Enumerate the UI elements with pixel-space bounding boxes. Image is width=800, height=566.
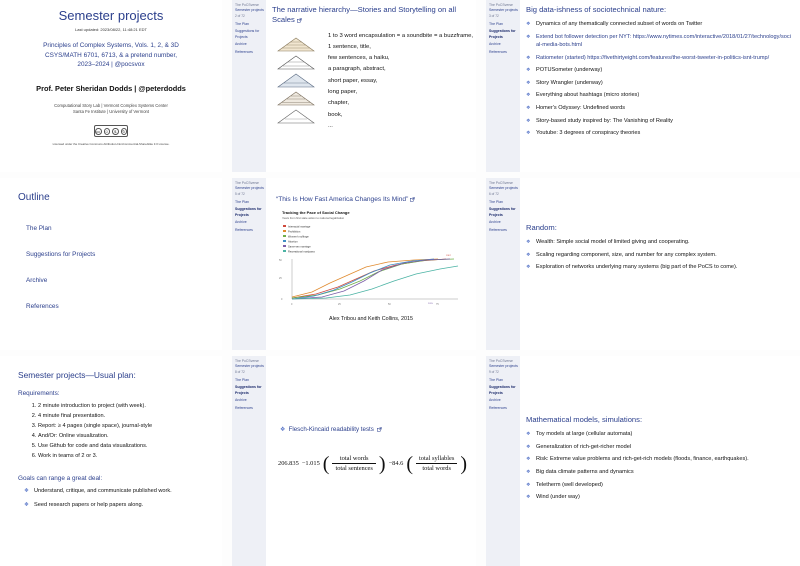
nav-item-archive[interactable]: Archive (489, 220, 501, 225)
slide-social-change-chart (232, 178, 476, 350)
list-item (526, 33, 794, 49)
nav-item-references[interactable]: References (489, 405, 507, 410)
nav-item-archive[interactable]: Archive (489, 42, 501, 47)
nav-title: Semester projects (489, 185, 518, 190)
nav-header: The PoCSverse (235, 359, 259, 363)
pyramid-icon-3 (276, 73, 316, 88)
chart-caption: Alex Tribou and Keith Collins, 2015 (329, 316, 413, 322)
fraction-numerator: total words (339, 455, 369, 462)
nav-item-archive[interactable]: Archive (235, 398, 247, 403)
nav-header: The PoCSverse (235, 3, 259, 7)
bullet-icon: ❖ (526, 21, 531, 28)
svg-text:Interracial marriage: Interracial marriage (288, 225, 311, 229)
nav-item-archive[interactable]: Archive (235, 220, 247, 225)
slide-readability (232, 356, 476, 566)
nav-slide-count: 6 of 72 (489, 192, 499, 197)
nav-item-the-plan[interactable]: The Plan (235, 199, 250, 204)
svg-text:Tracking the Pace of Social Ch: Tracking the Pace of Social Change (282, 210, 350, 215)
list-item: 6. Work in teams of 2 or 3. (38, 452, 222, 462)
bullet-icon: ❖ (526, 130, 531, 137)
svg-text:75: 75 (436, 303, 439, 306)
list-item (526, 238, 794, 246)
narrative-item-2: few sentences, a haiku, (328, 55, 390, 62)
bullet-icon: ❖ (526, 239, 531, 246)
svg-text:Prohibition: Prohibition (288, 230, 301, 234)
slide-nav-9 (486, 356, 520, 566)
bullet-icon: ❖ (526, 264, 531, 271)
slide-nav-2 (232, 0, 266, 172)
math-item-2: Risk: Extreme value problems and rich-get-rich models (floods, finance, earthquakes). (536, 456, 749, 463)
bullet-icon: ❖ (24, 501, 30, 508)
bullet-icon: ❖ (526, 431, 531, 438)
slide-heading: Big data-ishness of sociotechnical nature: (526, 5, 667, 14)
math-bullet-list (526, 430, 794, 501)
nav-slide-count: 9 of 72 (489, 370, 499, 375)
bigdata-item-1[interactable]: Extend bot follower detection per NYT: https://www.nytimes.com/interactive/2018/01/27/technology/social-media-bots.html (536, 33, 791, 48)
cc-by-icon: ☺ (104, 128, 109, 134)
bullet-icon: ❖ (526, 456, 531, 463)
pyramid-icon-1 (276, 37, 316, 52)
bigdata-item-0: Dynamics of any thematically connected subset of words on Twitter (536, 21, 703, 28)
random-item-2: Exploration of networks underlying many systems (big part of the PoCS to come). (536, 264, 738, 271)
pyramid-figure-column (272, 31, 320, 127)
outline-item-suggestions[interactable]: Suggestions for Projects (26, 251, 96, 258)
list-item: 3. Report: ≥ 4 pages (single space), journal-style (38, 422, 222, 432)
nav-item-archive[interactable]: Archive (235, 42, 247, 47)
nav-item-references[interactable]: References (489, 227, 507, 232)
slide-heading-text: The narrative hierarchy—Stories and Storytelling on all Scales (272, 5, 457, 25)
svg-text:Recreational marijuana: Recreational marijuana (288, 250, 315, 254)
narrative-items-list (328, 31, 474, 133)
nav-title: Semester projects (235, 7, 264, 12)
list-item (526, 455, 794, 463)
nav-title: Semester projects (235, 185, 264, 190)
random-item-0: Wealth: Simple social model of limited giving and cooperating. (536, 239, 690, 246)
author-line: Prof. Peter Sheridan Dodds | @peterdodds (36, 83, 186, 93)
readability-link[interactable] (280, 426, 470, 433)
cc-nc-icon: $ (112, 128, 119, 135)
narrative-item-0: 1 to 3 word encapsulation = a soundbite = a buzzframe, (328, 32, 474, 39)
slide-title (0, 0, 222, 172)
bullet-icon: ❖ (526, 79, 531, 86)
course-line-3: 2023–2024 | @pocsvox (77, 61, 145, 69)
narrative-item-4: short paper, essay, (328, 77, 378, 84)
bullet-icon: ❖ (526, 67, 531, 74)
nav-item-the-plan[interactable]: The Plan (489, 21, 504, 26)
bullet-icon: ❖ (526, 469, 531, 476)
list-item (526, 430, 794, 438)
svg-text:25: 25 (279, 277, 282, 280)
svg-text:50: 50 (388, 303, 391, 306)
bigdata-item-5: Everything about hashtags (micro stories) (536, 92, 640, 99)
slide-heading: Mathematical models, simulations: (526, 415, 643, 424)
math-item-5: Wind (under way) (536, 494, 580, 501)
creative-commons-badge (94, 125, 128, 137)
goal-item-1: Seed research papers or help papers along. (34, 501, 144, 508)
slide-mathematical-models (486, 356, 800, 566)
nav-item-archive[interactable]: Archive (489, 398, 501, 403)
nav-slide-count: 8 of 72 (235, 370, 245, 375)
fraction-denominator: total sentences (332, 463, 375, 472)
fraction-words-sentences (332, 455, 375, 472)
math-item-3: Big data climate patterns and dynamics (536, 469, 634, 476)
formula-minus-2: −84.6 (388, 460, 404, 467)
bullet-icon: ❖ (526, 54, 531, 61)
slide-narrative-hierarchy (232, 0, 476, 172)
nav-slide-count: 3 of 72 (489, 14, 499, 19)
nav-item-references[interactable]: References (489, 49, 507, 54)
nav-item-the-plan[interactable]: The Plan (489, 199, 504, 204)
cc-sa-icon: ↻ (122, 128, 126, 134)
slide-nav-3 (486, 0, 520, 172)
nav-title: Semester projects (489, 363, 518, 368)
social-change-chart (278, 207, 464, 311)
svg-text:Years from first state action: Years from first state action to national legalization (282, 216, 345, 220)
narrative-item-5: long paper, (328, 89, 358, 96)
close-paren-1: ) (378, 452, 386, 475)
flesch-kincaid-formula (278, 452, 470, 475)
narrative-item-6: chapter, (328, 100, 349, 107)
math-item-4: Teletherm (well developed) (536, 481, 603, 488)
external-link-icon[interactable] (410, 197, 415, 202)
license-text: Licensed under the Creative Commons Attribution-NonCommercial-ShareAlike 3.0 License. (52, 142, 170, 147)
list-item (526, 54, 794, 62)
list-item: 4. And/Or: Online visualization. (38, 432, 222, 442)
nav-header: The PoCSverse (489, 3, 513, 7)
list-item (526, 493, 794, 501)
list-item: 1. 2 minute introduction to project (with week). (38, 402, 222, 412)
nav-slide-count: 5 of 72 (235, 192, 245, 197)
nav-item-the-plan[interactable]: The Plan (235, 21, 250, 26)
list-item: 2. 4 minute final presentation. (38, 412, 222, 422)
nav-header: The PoCSverse (489, 181, 513, 185)
bullet-icon: ❖ (280, 426, 286, 433)
bullet-icon: ❖ (526, 481, 531, 488)
nav-header: The PoCSverse (489, 359, 513, 363)
slide-big-data (486, 0, 800, 172)
bullet-icon: ❖ (526, 92, 531, 99)
goal-item-0: Understand, critique, and communicate published work. (34, 487, 172, 494)
fraction-syllables-words (416, 455, 457, 472)
svg-text:25: 25 (338, 303, 341, 306)
nav-item-the-plan[interactable]: The Plan (235, 377, 250, 382)
svg-text:Same-sex marriage: Same-sex marriage (288, 245, 311, 249)
slide-nav-5 (232, 178, 266, 350)
bigdata-item-3: POTUSometer (underway) (536, 67, 603, 74)
svg-text:Women's suffrage: Women's suffrage (288, 235, 309, 239)
bigdata-item-4: Story Wrangler (underway) (536, 79, 603, 86)
slide-outline (0, 178, 222, 350)
goals-label: Goals can range a great deal: (18, 474, 103, 482)
outline-item-archive[interactable]: Archive (26, 277, 48, 284)
bullet-icon: ❖ (526, 494, 531, 501)
nav-item-suggestions[interactable]: Suggestions for Projects (235, 385, 262, 395)
nav-title: Semester projects (489, 7, 518, 12)
nav-item-suggestions[interactable]: Suggestions for Projects (235, 207, 262, 217)
slide-nav-6 (486, 178, 520, 350)
list-item (526, 263, 794, 271)
svg-text:Abortion: Abortion (288, 240, 298, 244)
svg-text:0: 0 (291, 303, 293, 306)
readability-link-text[interactable]: Flesch-Kincaid readability tests (288, 426, 374, 433)
chart-heading-text: “This Is How Fast America Changes Its Mind” (276, 196, 409, 203)
narrative-item-8: ... (328, 123, 333, 130)
list-item (526, 129, 794, 137)
requirements-label: Requirements: (18, 390, 60, 397)
nav-item-the-plan[interactable]: The Plan (489, 377, 504, 382)
nav-item-suggestions[interactable]: Suggestions for Projects (489, 207, 516, 217)
slide-nav-8 (232, 356, 266, 566)
bullet-icon: ❖ (526, 33, 531, 40)
outline-list (26, 225, 222, 310)
slide-heading (272, 5, 470, 26)
formula-minus-1: −1.015 (301, 460, 320, 467)
math-item-1: Generalization of rich-get-richer model (536, 443, 632, 450)
bigdata-item-7[interactable]: Story-based study inspired by: The Vanishing of Reality (536, 117, 673, 124)
nav-header: The PoCSverse (235, 181, 259, 185)
list-item (526, 443, 794, 451)
slide-heading: Random: (526, 223, 557, 232)
affiliation-1: Computational Story Lab | Vermont Complex Systems Center (54, 102, 168, 108)
list-item: 5. Use Github for code and data visualizations. (38, 442, 222, 452)
narrative-item-7: book, (328, 111, 343, 118)
goals-list (24, 487, 222, 509)
list-item (526, 251, 794, 259)
nav-item-suggestions[interactable]: Suggestions for Projects (489, 29, 516, 39)
bigdata-bullet-list (526, 20, 794, 137)
outline-item-references[interactable]: References (26, 303, 59, 310)
nav-title: Semester projects (235, 363, 264, 368)
svg-text:50: 50 (279, 259, 282, 262)
external-link-icon[interactable] (377, 427, 382, 432)
fraction-denominator: total words (416, 463, 457, 472)
bigdata-item-6: Homer's Odyssey: Undefined words (536, 105, 626, 112)
outline-item-the-plan[interactable]: The Plan (26, 225, 52, 232)
bullet-icon: ❖ (526, 105, 531, 112)
narrative-item-1: 1 sentence, title, (328, 43, 371, 50)
svg-text:0: 0 (281, 298, 283, 301)
narrative-item-3: a paragraph, abstract, (328, 66, 386, 73)
requirements-list (30, 402, 222, 462)
list-item (526, 79, 794, 87)
fraction-numerator: total syllables (419, 455, 455, 462)
slide-usual-plan (0, 356, 222, 566)
list-item (24, 487, 222, 495)
nav-item-suggestions[interactable]: Suggestions for Projects (489, 385, 516, 395)
bullet-icon: ❖ (526, 117, 531, 124)
nav-item-references[interactable]: References (235, 405, 253, 410)
bullet-icon: ❖ (24, 487, 30, 494)
bullet-icon: ❖ (526, 443, 531, 450)
course-line-2: CSYS/MATH 6701, 6713, & a pretend number, (44, 51, 178, 59)
list-item (526, 117, 794, 125)
pyramid-icon-5 (276, 109, 316, 124)
nav-item-references[interactable]: References (235, 49, 253, 54)
pyramid-icon-2 (276, 55, 316, 70)
bigdata-item-2[interactable]: Ratiometer (started) https://fivethirtyeight.com/features/the-worst-tweeter-in-politics-isnt-trump/ (536, 54, 770, 61)
list-item (526, 91, 794, 99)
pyramid-icon-4 (276, 91, 316, 106)
external-link-icon[interactable] (297, 18, 302, 23)
course-line-1: Principles of Complex Systems, Vols. 1, 2, & 3D (43, 42, 179, 49)
math-item-0: Toy models at large (cellular automata) (536, 431, 633, 438)
open-paren-1: ( (322, 452, 330, 475)
list-item (526, 66, 794, 74)
list-item (526, 104, 794, 112)
page-title: Outline (18, 192, 50, 203)
random-bullet-list (526, 238, 794, 271)
list-item (526, 468, 794, 476)
page-title: Semester projects—Usual plan: (18, 370, 136, 380)
slide-heading (276, 196, 470, 203)
bullet-icon: ❖ (526, 251, 531, 258)
nav-item-references[interactable]: References (235, 227, 253, 232)
nav-slide-count: 2 of 72 (235, 14, 245, 19)
list-item (526, 20, 794, 28)
svg-text:2015: 2015 (428, 303, 433, 305)
random-item-1: Scaling regarding component, size, and number for any complex system. (536, 251, 717, 258)
last-updated: Last updated: 2023/08/22, 11:48:21 EDT (75, 27, 147, 32)
open-paren-2: ( (406, 452, 414, 475)
formula-lead: 206.835 (278, 460, 299, 467)
nav-item-suggestions[interactable]: Suggestions for Projects (235, 29, 260, 39)
list-item (24, 501, 222, 509)
bigdata-item-8: Youtube: 3 degrees of conspiracy theories (536, 130, 641, 137)
svg-text:1967: 1967 (446, 255, 451, 257)
list-item (526, 481, 794, 489)
page-title: Semester projects (58, 8, 164, 23)
affiliation-2: Santa Fe Institute | University of Vermont (72, 108, 150, 114)
slide-random (486, 178, 800, 350)
close-paren-2: ) (460, 452, 468, 475)
cc-icon: cc (96, 128, 101, 134)
